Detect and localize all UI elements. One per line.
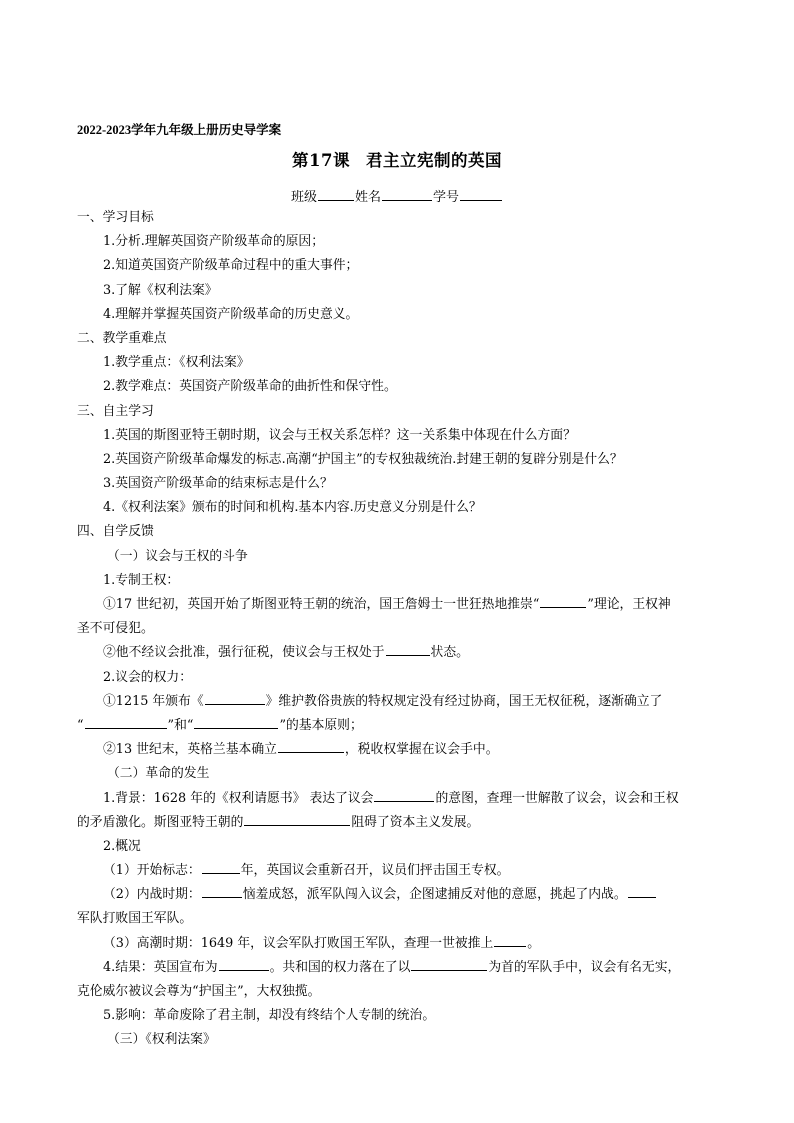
fill-line: （3）高潮时期：1649 年，议会军队打败国王军队，查理一世被推上 。 [77,932,722,956]
section-heading: 二、教学重难点 [77,330,167,346]
id-blank[interactable] [460,186,502,201]
objective-item: 3.了解《权利法案》 [103,282,218,298]
subsection-heading: （一）议会与王权的斗争 [107,548,248,564]
document-header: 2022-2023学年九年级上册历史导学案 [77,123,282,137]
answer-blank[interactable] [244,811,350,826]
fill-line: 1.背景：1628 年的《权利请愿书》 表达了议会 的意图，查理一世解散了议会，议会和王权 [77,787,722,811]
question-item: 3.英国资产阶级革命的结束标志是什么？ [103,476,333,492]
fill-line: （2）内战时期： 恼羞成怒，派军队闯入议会，企图逮捕反对他的意愿，挑起了内战。 [77,883,722,907]
answer-blank[interactable] [411,956,487,971]
answer-blank[interactable] [278,738,344,753]
fill-line: ②13 世纪末，英格兰基本确立 ，税收权掌握在议会手中。 [77,738,722,762]
answer-blank[interactable] [85,714,167,729]
objective-item: 2.知道英国资产阶级革命过程中的重大事件； [103,258,359,274]
subsection-heading: （三）《权利法案》 [107,1032,216,1048]
fill-line-continuation: “ ”和“ ”的基本原则； [77,714,722,738]
section-heading: 三、自主学习 [77,403,154,419]
id-label: 学号 [433,190,460,205]
answer-blank[interactable] [540,593,586,608]
lesson-title [0,147,794,171]
lesson-topic: 君主立宪制的英国 [365,151,502,170]
paragraph-heading: 1.专制王权： [103,572,180,588]
objective-item: 4.理解并掌握英国资产阶级革命的历史意义。 [103,306,359,322]
fill-line: ②他不经议会批准，强行征税，使议会与王权处于 状态。 [77,641,722,665]
lesson-number: 第17课 [292,151,350,170]
fill-line: 4.结果：英国宣布为 。共和国的权力落在了以 为首的军队手中，议会有名无实， [77,956,722,980]
key-point-item: 2.教学难点：英国资产阶级革命的曲折性和保守性。 [103,379,397,395]
question-item: 1.英国的斯图亚特王朝时期，议会与王权关系怎样？这一关系集中体现在什么方面？ [103,427,576,443]
paragraph-heading: 2.议会的权力： [103,669,192,685]
section-heading: 一、学习目标 [77,210,154,225]
class-label: 班级 [290,190,317,205]
answer-blank[interactable] [494,932,526,947]
name-label: 姓名 [354,190,381,205]
fill-line-continuation: 圣不可侵犯。 [77,621,154,637]
fill-line-continuation: 军队打败国王军队。 [77,911,193,927]
class-blank[interactable] [318,186,354,201]
answer-blank[interactable] [205,690,265,705]
fill-line: ①1215 年颁布《 》维护教俗贵族的特权规定没有经过协商，国王无权征税，逐渐确立了 [77,690,722,714]
section-heading: 四、自学反馈 [77,524,154,540]
paragraph-text: 5.影响：革命废除了君主制，却没有终结个人专制的统治。 [103,1008,436,1024]
answer-blank[interactable] [219,956,269,971]
objective-item: 1.分析.理解英国资产阶级革命的原因； [103,234,325,250]
answer-blank[interactable] [628,883,656,898]
answer-blank[interactable] [202,883,242,898]
key-point-item: 1.教学重点：《权利法案》 [103,355,250,371]
answer-blank[interactable] [202,859,240,874]
fill-line: ①17 世纪初，英国开始了斯图亚特王朝的统治，国王詹姆士一世狂热地推崇“ ”理论，王权神 [77,593,722,617]
answer-blank[interactable] [194,714,278,729]
answer-blank[interactable] [386,641,430,656]
student-info-row [0,186,794,205]
name-blank[interactable] [382,186,432,201]
fill-line-continuation: 克伦威尔被议会尊为“护国主”，大权独揽。 [77,984,321,999]
question-item: 2.英国资产阶级革命爆发的标志.高潮“护国主”的专权独裁统治.封建王朝的复辟分别是什么？ [103,451,623,467]
worksheet-body [77,206,722,1053]
question-item: 4.《权利法案》颁布的时间和机构.基本内容.历史意义分别是什么？ [103,500,482,516]
fill-line-continuation: 的矛盾激化。斯图亚特王朝的 阻碍了资本主义发展。 [77,811,722,835]
paragraph-heading: 2.概况 [103,838,141,854]
fill-line: （1）开始标志： 年，英国议会重新召开，议员们抨击国王专权。 [77,859,722,883]
answer-blank[interactable] [374,787,434,802]
subsection-heading: （二）革命的发生 [107,766,210,782]
